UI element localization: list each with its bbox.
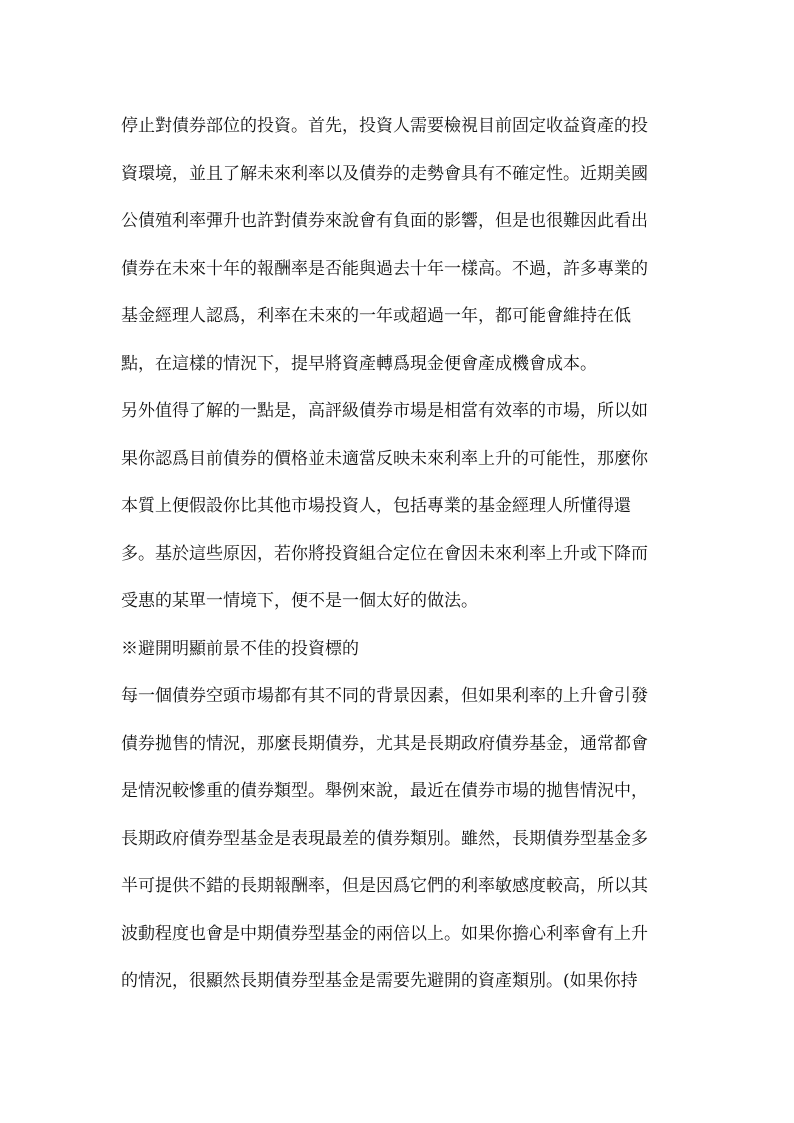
text-line: 債券在未來十年的報酬率是否能與過去十年一樣高。不過，許多專業的	[121, 258, 648, 279]
text-line: 果你認爲目前債券的價格並未適當反映未來利率上升的可能性，那麼你	[121, 448, 648, 469]
text-line: 資環境，並且了解未來利率以及債券的走勢會具有不確定性。近期美國	[121, 163, 648, 184]
text-line: 基金經理人認爲，利率在未來的一年或超過一年，都可能會維持在低	[121, 306, 631, 326]
text-line: 多。基於這些原因，若你將投資組合定位在會因未來利率上升或下降而	[121, 543, 648, 564]
text-line: 本質上便假設你比其他市場投資人，包括專業的基金經理人所懂得還	[121, 496, 631, 516]
body-text	[121, 103, 681, 1006]
text-line: 每一個債券空頭市場都有其不同的背景因素，但如果利率的上升會引發	[121, 686, 648, 706]
text-line: 點，在這樣的情況下，提早將資產轉爲現金便會產成機會成本。	[121, 353, 597, 374]
text-line: 停止對債券部位的投資。首先，投資人需要檢視目前固定收益資產的投	[121, 116, 648, 136]
text-line: 另外值得了解的一點是，高評級債券市場是相當有效率的市場，所以如	[121, 401, 648, 421]
text-line: 公債殖利率彈升也許對債券來說會有負面的影響，但是也很難因此看出	[121, 211, 648, 231]
section-heading: ※避開明顯前景不佳的投資標的	[121, 638, 359, 659]
text-line: 是情況較慘重的債券類型。舉例來說，最近在債券市場的拋售情況中，	[121, 781, 648, 801]
text-line: 債券拋售的情況，那麼長期債券，尤其是長期政府債券基金，通常都會	[121, 733, 648, 754]
text-line: 的情況，很顯然長期債券型基金是需要先避開的資產類別。(如果你持	[121, 971, 638, 991]
text-line: 波動程度也會是中期債券型基金的兩倍以上。如果你擔心利率會有上升	[121, 923, 648, 944]
text-line: 受惠的某單一情境下，便不是一個太好的做法。	[121, 591, 478, 611]
text-line: 長期政府債券型基金是表現最差的債券類別。雖然，長期債券型基金多	[121, 828, 648, 849]
text-line: 半可提供不錯的長期報酬率，但是因爲它們的利率敏感度較高，所以其	[121, 876, 648, 896]
